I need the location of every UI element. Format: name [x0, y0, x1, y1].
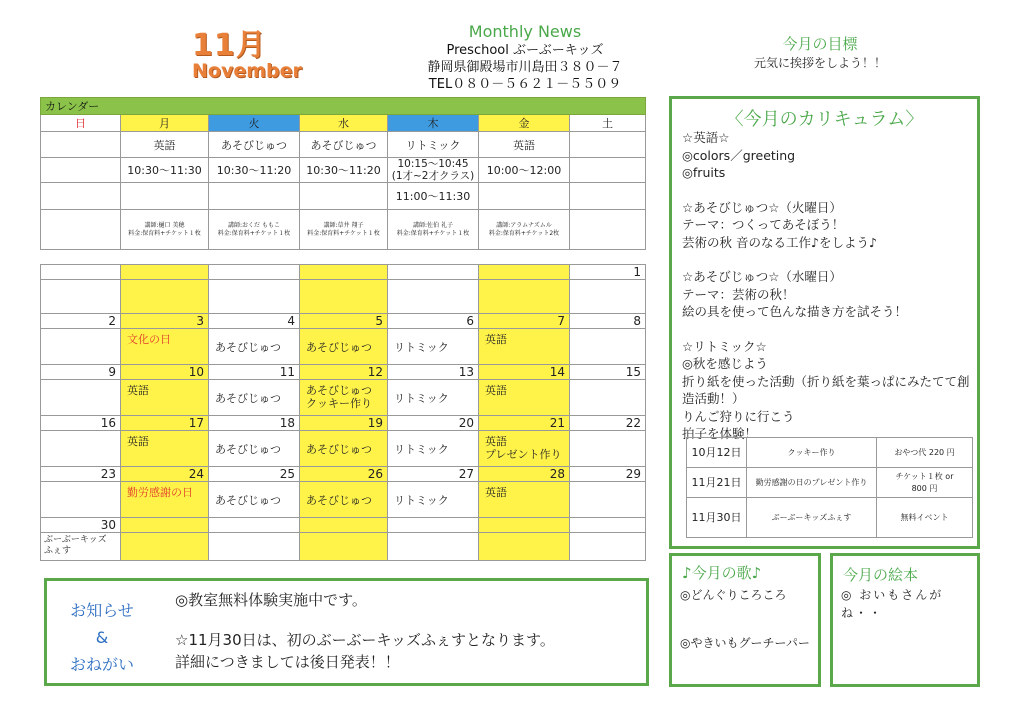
- calendar-event: [570, 380, 646, 416]
- song-title: ♪今月の歌♪: [682, 564, 762, 582]
- class-name: 英語: [121, 132, 209, 158]
- calendar-event: リトミック: [388, 482, 479, 518]
- class-time: 11:00～11:30: [388, 183, 479, 210]
- event-date: 10月12日: [687, 438, 747, 468]
- curriculum-line: 絵の具を使って色んな描き方を試そう！: [682, 304, 908, 319]
- event-name: クッキー作り: [747, 438, 877, 468]
- schedule-cell: [570, 158, 646, 183]
- class-time: 10:30～11:20: [300, 158, 388, 183]
- song-line-1: ◎どんぐりころころ: [680, 588, 787, 602]
- weekly-schedule-table: [40, 97, 646, 250]
- book-box: [830, 553, 980, 687]
- schedule-cell: [121, 183, 209, 210]
- calendar-date-number: [300, 265, 388, 280]
- calendar-event: [121, 280, 209, 314]
- calendar-date-number: [41, 265, 121, 280]
- event-name: 勤労感謝の日のプレゼント作り: [747, 468, 877, 498]
- teacher-info: 講師:樋口 美穂 料金:保育料+チケット１枚: [121, 210, 209, 250]
- event-fee: チケット１枚 or 800 円: [877, 468, 973, 498]
- calendar-date-number: 5: [300, 314, 388, 329]
- curriculum-line: 折り紙を使った活動（折り紙を葉っぱにみたてて創造活動！）: [682, 373, 970, 406]
- event-date: 11月30日: [687, 498, 747, 538]
- calendar-date-number: [479, 518, 570, 533]
- calendar-event: [570, 280, 646, 314]
- calendar-event: 英語: [479, 380, 570, 416]
- notice-box: [44, 578, 649, 686]
- song-box: [669, 553, 821, 687]
- calendar-event: [300, 280, 388, 314]
- curriculum-spacer: [682, 182, 977, 199]
- class-time: 10:30～11:20: [209, 158, 300, 183]
- curriculum-line: ☆英語☆: [682, 130, 730, 145]
- calendar-date-number: [209, 265, 300, 280]
- school-address: 静岡県御殿場市川島田３８０－７: [427, 60, 623, 75]
- calendar-event: [121, 533, 209, 561]
- calendar-date-number: 2: [41, 314, 121, 329]
- event-row: [687, 468, 973, 498]
- calendar-date-number: 1: [570, 265, 646, 280]
- event-name: ぶーぶーキッズふぇす: [747, 498, 877, 538]
- event-row: [687, 498, 973, 538]
- calendar-event: [570, 431, 646, 467]
- schedule-cell: [570, 210, 646, 250]
- calendar-date-number: 28: [479, 467, 570, 482]
- calendar-event: あそびじゅつ: [209, 431, 300, 467]
- day-header-thu: 木: [388, 115, 479, 132]
- goal-text: 元気に挨拶をしよう！！: [753, 56, 886, 70]
- teacher-info: 講師:おくだ ももこ 料金:保育料+チケット１枚: [209, 210, 300, 250]
- calendar-date-number: 17: [121, 416, 209, 431]
- calendar-event: 英語: [121, 431, 209, 467]
- curriculum-line: ☆リトミック☆: [682, 338, 767, 354]
- schedule-cell: [41, 210, 121, 250]
- calendar-date-number: 19: [300, 416, 388, 431]
- curriculum-line: ☆あそびじゅつ☆（水曜日）: [682, 269, 842, 284]
- calendar-date-number: 26: [300, 467, 388, 482]
- curriculum-spacer: [682, 251, 977, 268]
- schedule-cell: [570, 132, 646, 158]
- book-title: 今月の絵本: [843, 566, 919, 584]
- day-header-wed: 水: [300, 115, 388, 132]
- calendar-event: [570, 482, 646, 518]
- calendar-date-number: [388, 518, 479, 533]
- calendar-event: [388, 280, 479, 314]
- curriculum-line: ◎秋を感じよう: [682, 356, 768, 371]
- calendar-date-number: 20: [388, 416, 479, 431]
- calendar-event: 文化の日: [121, 329, 209, 365]
- curriculum-line: 芸術の秋 音のなる工作♪をしよう♪: [682, 234, 877, 250]
- event-row: [687, 438, 973, 468]
- calendar-date-number: 13: [388, 365, 479, 380]
- calendar-date-number: [570, 518, 646, 533]
- calendar-date-number: 9: [41, 365, 121, 380]
- calendar-date-number: [388, 265, 479, 280]
- calendar-event: [300, 533, 388, 561]
- teacher-info: 講師:草井 翔子 料金:保育料+チケット１枚: [300, 210, 388, 250]
- calendar-event: [41, 482, 121, 518]
- day-header-sat: 土: [570, 115, 646, 132]
- calendar-date-number: 27: [388, 467, 479, 482]
- curriculum-line: ◎fruits: [682, 165, 726, 180]
- day-header-sun: 日: [41, 115, 121, 132]
- notice-line-2: ☆11月30日は、初のぶーぶーキッズふぇすとなります。 詳細につきましては後日発表！！: [175, 631, 555, 671]
- teacher-info: 講師:佐伯 礼子 料金:保育料+チケット１枚: [388, 210, 479, 250]
- calendar-date-number: [121, 265, 209, 280]
- calendar-date-number: 15: [570, 365, 646, 380]
- calendar-date-number: 30: [41, 518, 121, 533]
- school-info: [420, 42, 630, 93]
- schedule-cell: [300, 183, 388, 210]
- calendar-date-number: 3: [121, 314, 209, 329]
- calendar-date-number: 23: [41, 467, 121, 482]
- calendar-event: 英語: [479, 329, 570, 365]
- book-line-1: ◎ おいもさんがね・・: [841, 588, 944, 620]
- curriculum-spacer: [682, 321, 977, 338]
- teacher-info: 講師:アラムナズムル 料金:保育料+チケット2枚: [479, 210, 570, 250]
- calendar-date-number: [209, 518, 300, 533]
- calendar-event: [41, 280, 121, 314]
- calendar-event: [479, 280, 570, 314]
- curriculum-line: 拍子を体験！: [682, 426, 758, 441]
- calendar-event: あそびじゅつ: [300, 329, 388, 365]
- song-line-2: ◎やきいもグーチーパー: [680, 636, 810, 650]
- calendar-date-number: 22: [570, 416, 646, 431]
- calendar-date-number: 7: [479, 314, 570, 329]
- calendar-event: 英語 プレゼント作り: [479, 431, 570, 467]
- calendar-event: [388, 533, 479, 561]
- month-title-en: November: [192, 60, 302, 82]
- class-name: あそびじゅつ: [209, 132, 300, 158]
- event-date: 11月21日: [687, 468, 747, 498]
- curriculum-line: テーマ：芸術の秋！: [682, 286, 795, 302]
- calendar-event: [479, 533, 570, 561]
- curriculum-line: テーマ：つくってあそぼう！: [682, 217, 845, 232]
- class-name: あそびじゅつ: [300, 132, 388, 158]
- calendar-event: あそびじゅつ: [209, 380, 300, 416]
- schedule-cell: [479, 183, 570, 210]
- calendar-event: あそびじゅつ: [209, 329, 300, 365]
- calendar-date-number: 14: [479, 365, 570, 380]
- calendar-date-number: [121, 518, 209, 533]
- calendar-event: [570, 329, 646, 365]
- class-time: 10:00～12:00: [479, 158, 570, 183]
- month-calendar: [40, 264, 646, 561]
- calendar-event: [41, 329, 121, 365]
- calendar-event: [41, 380, 121, 416]
- calendar-date-number: 6: [388, 314, 479, 329]
- class-time: 10:15～10:45 (1才~2才クラス): [388, 158, 479, 183]
- calendar-date-number: 24: [121, 467, 209, 482]
- day-header-mon: 月: [121, 115, 209, 132]
- calendar-event: [41, 431, 121, 467]
- class-time: 10:30～11:30: [121, 158, 209, 183]
- calendar-date-number: 4: [209, 314, 300, 329]
- notice-line-1: ◎教室無料体験実施中です。: [175, 591, 367, 609]
- calendar-event: あそびじゅつ: [209, 482, 300, 518]
- event-fee: 無料イベント: [877, 498, 973, 538]
- curriculum-line: ◎colors／greeting: [682, 147, 796, 163]
- calendar-event: あそびじゅつ: [300, 431, 388, 467]
- curriculum-box: [669, 96, 980, 549]
- calendar-date-number: 8: [570, 314, 646, 329]
- calendar-date-number: 21: [479, 416, 570, 431]
- class-name: リトミック: [388, 132, 479, 158]
- day-header-tue: 火: [209, 115, 300, 132]
- calendar-event: リトミック: [388, 431, 479, 467]
- schedule-cell: [41, 158, 121, 183]
- calendar-date-number: 25: [209, 467, 300, 482]
- calendar-date-number: 29: [570, 467, 646, 482]
- calendar-event: 英語: [121, 380, 209, 416]
- calendar-date-number: 18: [209, 416, 300, 431]
- calendar-event: リトミック: [388, 380, 479, 416]
- calendar-event: [570, 533, 646, 561]
- calendar-date-number: 10: [121, 365, 209, 380]
- calendar-event: 勤労感謝の日: [121, 482, 209, 518]
- schedule-cell: [570, 183, 646, 210]
- schedule-cell: [41, 183, 121, 210]
- calendar-event: あそびじゅつ: [300, 482, 388, 518]
- schedule-cell: [209, 183, 300, 210]
- month-title-jp: 11月: [192, 28, 267, 63]
- curriculum-list: [682, 129, 977, 443]
- calendar-date-number: [300, 518, 388, 533]
- calendar-event: [209, 533, 300, 561]
- calendar-event: 英語: [479, 482, 570, 518]
- class-name: 英語: [479, 132, 570, 158]
- day-header-fri: 金: [479, 115, 570, 132]
- curriculum-title: 〈今月のカリキュラム〉: [725, 109, 924, 130]
- event-fee: おやつ代 220 円: [877, 438, 973, 468]
- calendar-event: ぶーぶーキッズ ふぇす: [41, 533, 121, 561]
- school-name: Preschool ぶーぶーキッズ: [446, 43, 604, 58]
- schedule-caption: カレンダー: [41, 98, 646, 115]
- calendar-event: リトミック: [388, 329, 479, 365]
- calendar-date-number: 16: [41, 416, 121, 431]
- schedule-cell: [41, 132, 121, 158]
- curriculum-line: りんご狩りに行こう: [682, 408, 795, 424]
- curriculum-line: ☆あそびじゅつ☆（火曜日）: [682, 199, 842, 215]
- event-table: [686, 437, 973, 538]
- calendar-event: あそびじゅつ クッキー作り: [300, 380, 388, 416]
- news-title: Monthly News: [468, 22, 582, 41]
- calendar-event: [209, 280, 300, 314]
- school-tel: TEL０８０－５６２１－５５０９: [428, 77, 622, 92]
- calendar-date-number: 11: [209, 365, 300, 380]
- calendar-date-number: [479, 265, 570, 280]
- notice-label: お知らせ & おねがい: [69, 601, 134, 674]
- goal-title: 今月の目標: [782, 35, 858, 53]
- calendar-date-number: 12: [300, 365, 388, 380]
